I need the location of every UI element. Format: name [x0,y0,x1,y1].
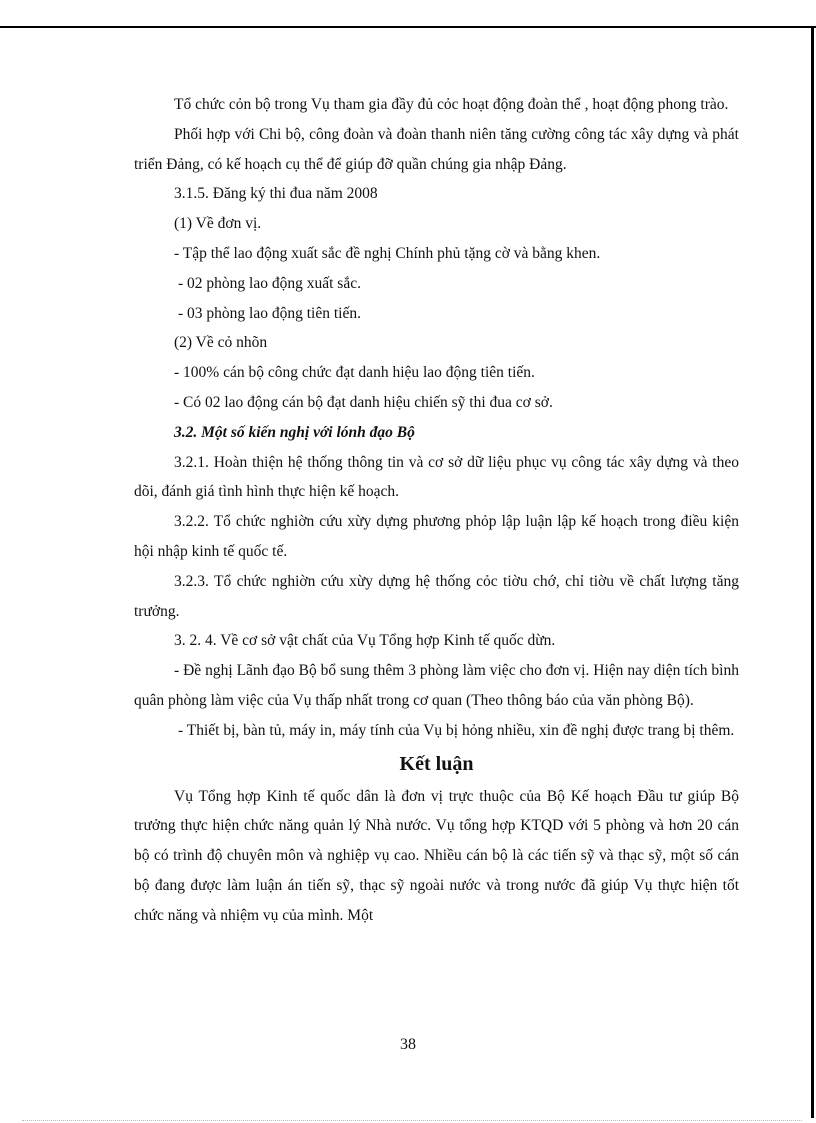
section-heading: 3.2. Một số kiến nghị với lónh đạo Bộ [174,423,415,441]
paragraph: - Thiết bị, bàn tủ, máy in, máy tính của Vụ bị hỏng nhiều, xin đề nghị được trang bị thêm. [178,721,735,739]
paragraph: 3. 2. 4. Về cơ sở vật chất của Vụ Tổng hợp Kinh tế quốc dừn. [174,632,556,650]
paragraph: Phối hợp với Chi bộ, công đoàn và đoàn thanh niên tăng cường công tác xây dựng và phát triển Đảng, có kế hoạch cụ thể để giúp đỡ quần chúng gia nhập Đảng. [134,125,739,173]
paragraph: Tổ chức cỏn bộ trong Vụ tham gia đầy đủ cỏc hoạt động đoàn thể , hoạt động phong trào. [174,96,729,113]
page-border-right [811,26,814,1118]
paragraph: (2) Về cỏ nhõn [174,334,268,352]
paragraph-group-top [134,90,739,418]
page-border-top [0,26,816,28]
page-border-bottom [22,1120,802,1121]
paragraph: 3.1.5. Đăng ký thi đua năm 2008 [174,185,378,203]
paragraph: - Có 02 lao động cán bộ đạt danh hiệu chiến sỹ thi đua cơ sở. [174,393,553,411]
paragraph: - Tập thể lao động xuất sắc đề nghị Chính phủ tặng cờ và bằng khen. [174,244,601,262]
paragraph: (1) Về đơn vị. [174,215,262,233]
paragraph: 3.2.1. Hoàn thiện hệ thống thông tin và cơ sở dữ liệu phục vụ công tác xây dựng và theo dõi, đánh giá tình hình thực hiện kế hoạch. [134,453,739,501]
conclusion-title: Kết luận [399,752,474,775]
paragraph: 3.2.2. Tổ chức nghiờn cứu xừy dựng phương phỏp lập luận lập kế hoạch trong điều kiện hội nhập kinh tế quốc tế. [134,513,739,560]
page-number: 38 [400,1036,416,1053]
paragraph: - 03 phòng lao động tiên tiến. [178,304,361,322]
paragraph-group-middle [134,448,739,746]
paragraph: - Đề nghị Lãnh đạo Bộ bổ sung thêm 3 phòng làm việc cho đơn vị. Hiện nay diện tích bình quân phòng làm việc của Vụ thấp nhất trong cơ quan (Theo thông báo của văn phòng Bộ). [134,662,739,709]
paragraph: Vụ Tổng hợp Kinh tế quốc dân là đơn vị trực thuộc của Bộ Kế hoạch Đầu tư giúp Bộ trưởng thực hiện chức năng quản lý Nhà nước. Vụ tổng hợp KTQD với 5 phòng và hơn 20 cán bộ có trình độ chuyên môn và nghiệp vụ cao. Nhiều cán bộ là các tiến sỹ và thạc sỹ, một số cán bộ đang được làm luận án tiến sỹ, thạc sỹ ngoài nước và trong nước đã giúp Vụ thực hiện tốt chức năng và nhiệm vụ của mình. Một [134,787,739,924]
paragraph: - 02 phòng lao động xuất sắc. [178,274,361,292]
paragraph: 3.2.3. Tổ chức nghiờn cứu xừy dựng hệ thống cỏc tiờu chớ, chỉ tiờu về chất lượng tăng trưởng. [134,572,739,620]
paragraph: - 100% cán bộ công chức đạt danh hiệu lao động tiên tiến. [174,364,535,382]
document-body [134,90,739,931]
paragraph-group-bottom [134,782,739,931]
